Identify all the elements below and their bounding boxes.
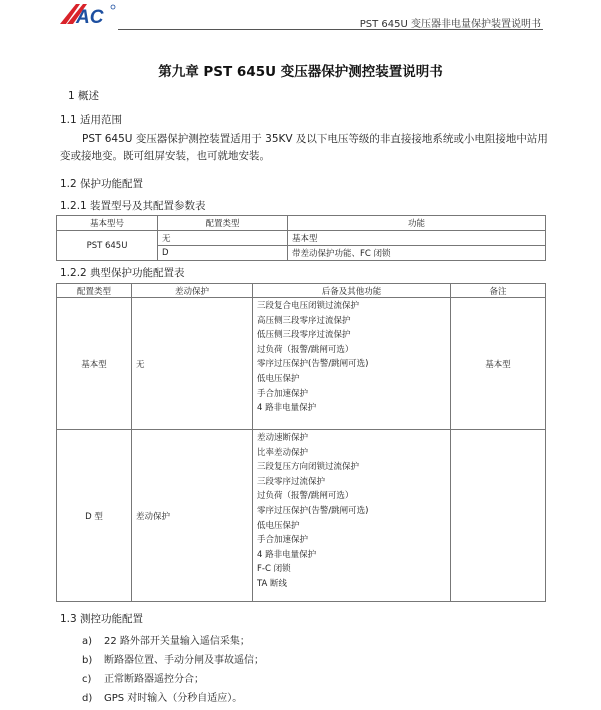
function-item: 手合加速保护: [257, 535, 309, 546]
function-cell: 带差动保护功能、FC 闭锁: [288, 246, 546, 261]
list-item-marker: c): [82, 674, 92, 685]
function-list-cell: [253, 298, 451, 430]
note-cell: [451, 430, 546, 602]
section-1-1-heading: 1.1 适用范围: [60, 114, 123, 126]
function-item: 高压侧三段零序过流保护: [257, 315, 351, 326]
function-list-cell: [253, 430, 451, 602]
section-1-2-2-heading: 1.2.2 典型保护功能配置表: [60, 267, 185, 279]
function-item: 4 路非电量保护: [257, 549, 317, 560]
config-type-cell: D: [158, 246, 288, 261]
function-item: 手合加速保护: [257, 388, 309, 399]
function-item: 4 路非电量保护: [257, 403, 317, 414]
function-item: 三段零序过流保护: [257, 476, 326, 487]
chapter-title: 第九章 PST 645U 变压器保护测控装置说明书: [158, 64, 443, 80]
svg-text:AC: AC: [76, 7, 104, 28]
sac-logo: [58, 2, 120, 28]
table-header-row: [57, 284, 546, 298]
table-header-cell: 功能: [288, 216, 546, 231]
table-header-cell: 配置类型: [158, 216, 288, 231]
model-config-table: [56, 215, 546, 261]
list-item-text: 22 路外部开关量输入遥信采集；: [104, 636, 250, 647]
model-cell: PST 645U: [57, 231, 158, 261]
function-item: 过负荷（报警/跳闸可选）: [257, 344, 354, 355]
function-item: F-C 闭锁: [257, 564, 291, 575]
function-item: 低压侧三段零序过流保护: [257, 330, 351, 341]
function-item: TA 断线: [257, 578, 288, 589]
table-header-cell: 配置类型: [57, 284, 132, 298]
function-item: 零序过压保护(告警/跳闸可选): [257, 359, 369, 370]
protection-function-table: [56, 283, 546, 602]
function-item: 低电压保护: [257, 520, 300, 531]
table-header-cell: 后备及其他功能: [253, 284, 451, 298]
scope-paragraph-line1: PST 645U 变压器保护测控装置适用于 35KV 及以下电压等级的非直接接地系统或小电阻接地中站用: [82, 133, 548, 145]
list-item: [82, 651, 264, 666]
header-title: PST 645U 变压器非电量保护装置说明书: [359, 19, 541, 30]
table-header-cell: 备注: [451, 284, 546, 298]
config-type-cell: D 型: [57, 430, 132, 602]
function-item: 三段复压方向闭锁过流保护: [257, 462, 360, 473]
diff-protection-cell: 差动保护: [132, 430, 253, 602]
list-item: [82, 670, 204, 685]
table-header-cell: 差动保护: [132, 284, 253, 298]
section-1-2-heading: 1.2 保护功能配置: [60, 178, 144, 190]
list-item-marker: a): [82, 636, 93, 647]
function-item: 低电压保护: [257, 373, 300, 384]
diff-protection-cell: 无: [132, 298, 253, 430]
table-row: [57, 298, 546, 430]
table-header-row: [57, 216, 546, 231]
note-cell: 基本型: [451, 298, 546, 430]
section-1-3-heading: 1.3 测控功能配置: [60, 613, 144, 625]
list-item: [82, 689, 242, 704]
config-type-cell: 基本型: [57, 298, 132, 430]
config-type-cell: 无: [158, 231, 288, 246]
header-divider: [118, 29, 543, 30]
list-item-marker: b): [82, 655, 93, 666]
function-item: 差动速断保护: [257, 433, 309, 443]
function-item: 过负荷（报警/跳闸可选）: [257, 491, 354, 502]
section-1-heading: 1 概述: [68, 90, 100, 102]
list-item-marker: d): [82, 693, 93, 704]
scope-paragraph-line2: 变或接地变。既可组屏安装，也可就地安装。: [60, 150, 270, 162]
function-item: 三段复合电压闭锁过流保护: [257, 301, 360, 311]
function-item: 零序过压保护(告警/跳闸可选): [257, 505, 369, 516]
table-row: [57, 231, 546, 246]
list-item-text: 正常断路器遥控分合；: [104, 674, 204, 685]
table-header-cell: 基本型号: [57, 216, 158, 231]
function-cell: 基本型: [288, 231, 546, 246]
list-item-text: GPS 对时输入（分秒自适应）。: [104, 693, 243, 704]
list-item: [82, 632, 250, 647]
section-1-2-1-heading: 1.2.1 装置型号及其配置参数表: [60, 200, 206, 212]
list-item-text: 断路器位置、手动分闸及事故遥信；: [104, 655, 264, 666]
table-row: [57, 430, 546, 602]
function-item: 比率差动保护: [257, 447, 309, 458]
